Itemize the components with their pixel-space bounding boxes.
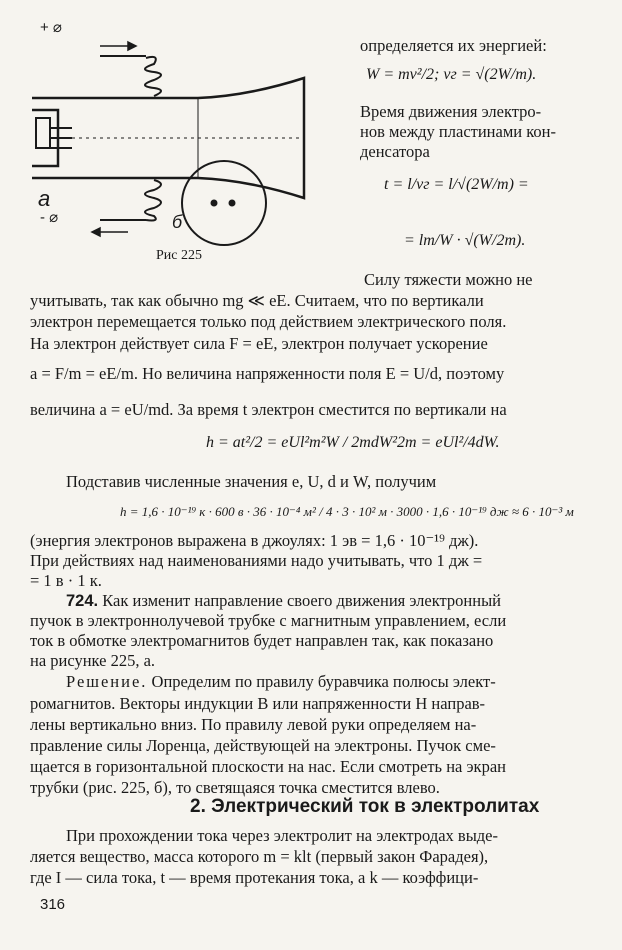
solution-line-5: щается в горизонтальной плоскости на нас. Если смотреть на экран [30,757,506,776]
page-number: 316 [40,896,66,913]
solution-line-2: ромагнитов. Векторы индукции B или напряженности H направ- [30,694,486,713]
last-line-3: где I — сила тока, t — время протекания тока, а k — коэффици- [30,868,479,887]
formula-energy: W = mv²/2; vг = √(2W/m). [366,66,537,83]
figure-caption: Рис 225 [156,248,202,263]
problem-number: 724. [66,592,99,610]
solution-line-3: лены вертикально вниз. По правилу левой руки определяем на- [30,715,477,734]
body-line-9: При действиях над наименованиями надо учитывать, что 1 дж = [30,551,483,570]
right-line-2: Время движения электро- [360,102,542,121]
electron-gun [36,118,72,148]
section-heading: 2. Электрический ток в электролитах [190,796,540,817]
spot-left [211,200,218,207]
right-line-4: денсатора [360,142,430,161]
solution-word: Решение. [66,672,148,691]
formula-time-2: = lm/W · √(W/2m). [404,232,526,249]
coil-bottom [100,180,161,221]
figure-label-b: б [172,212,183,232]
solution-line-4: правление силы Лоренца, действующей на электроны. Пучок сме- [30,736,496,755]
body-line-10: = 1 в · 1 к. [30,571,102,590]
right-line-3: нов между пластинами кон- [360,122,556,141]
cathode-ray-tube-figure [28,28,358,278]
body-line-3: электрон перемещается только под действием электрического поля. [30,312,507,331]
solution-text-1: Определим по правилу буравчика полюсы элект- [147,672,496,691]
body-line-5: a = F/m = eE/m. Но величина напряженности поля E = U/d, поэтому [30,364,505,383]
problem-line-4: на рисунке 225, а. [30,651,156,670]
body-line-4: На электрон действует сила F = eE, электрон получает ускорение [30,334,488,353]
body-line-8: (энергия электронов выражена в джоулях: 1 эв = 1,6 · 10⁻¹⁹ дж). [30,531,479,550]
right-line-1: определяется их энергией: [360,36,547,55]
coil-top [100,56,161,96]
body-line-2: учитывать, так как обычно mg ≪ eE. Считаем, что по вертикали [30,291,484,310]
plus-terminal-label: + ⌀ [40,19,62,36]
problem-line-2: пучок в электроннолучевой трубке с магнитным управлением, если [30,611,507,630]
formula-displacement: h = at²/2 = eUl²m²W / 2mdW²2m = eUl²/4dW. [206,434,500,451]
formula-time-1: t = l/vг = l/√(2W/m) = [384,176,529,193]
body-line-6: величина a = eU/md. За время t электрон сместится по вертикали на [30,400,507,419]
body-line-7: Подставив численные значения e, U, d и W, получим [66,472,437,491]
figure-label-a: a [38,186,51,211]
solution-line-6: трубки (рис. 225, б), то светящаяся точка сместится влево. [30,778,440,797]
spot-right [229,200,236,207]
problem-line-1 [66,591,501,611]
formula-numeric: h = 1,6 · 10⁻¹⁹ к · 600 в · 36 · 10⁻⁴ м² / 4 · 3 · 10² м · 3000 · 1,6 · 10⁻¹⁹ дж ≈ 6 · 10⁻³ м [120,504,574,519]
last-line-1: При прохождении тока через электролит на электродах выде- [66,826,499,845]
minus-terminal-label: - ⌀ [40,209,59,226]
last-line-2: ляется вещество, масса которого m = klt (первый закон Фарадея), [30,847,489,866]
body-line-1: Силу тяжести можно не [364,270,533,289]
problem-line-3: ток в обмотке электромагнитов будет направлен так, как показано [30,631,494,650]
problem-text-1: Как изменит направление своего движения электронный [98,591,501,610]
current-arrows [92,42,136,236]
screen-view [182,161,266,245]
solution-line-1 [66,672,496,692]
